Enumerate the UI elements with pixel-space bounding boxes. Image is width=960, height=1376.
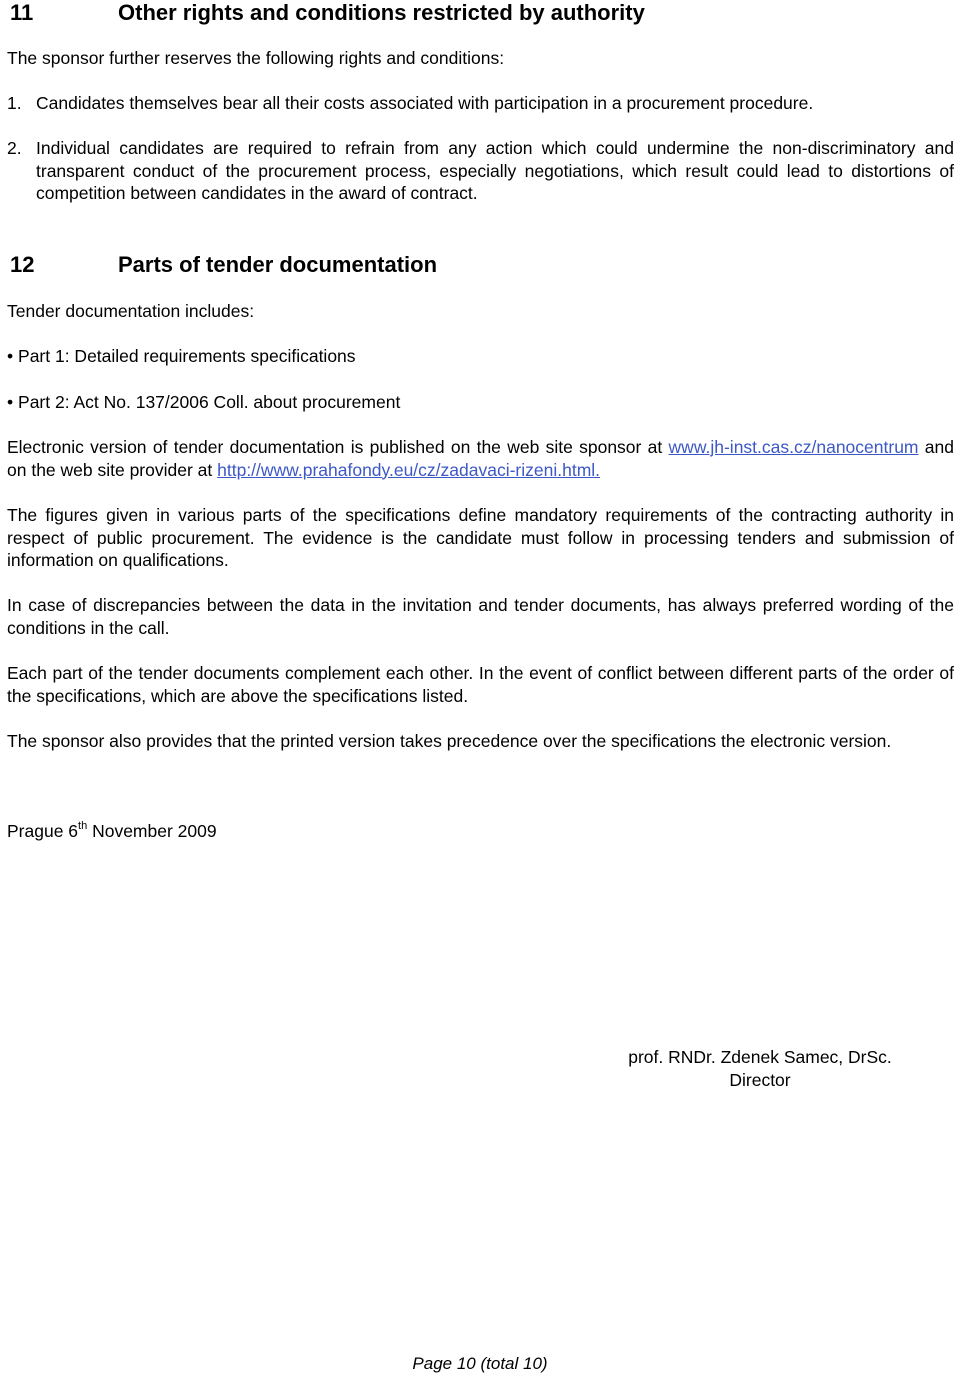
list-item-text: Individual candidates are required to refrain from any action which could undermine the non-discriminatory and transparent conduct of the procurement process, especially negotiations, which result could lead to distortions of competition between candidates in the award of contract. (36, 138, 954, 203)
bullet-text: Part 1: Detailed requirements specifications (18, 346, 356, 366)
complement-paragraph: Each part of the tender documents complement each other. In the event of conflict between different parts of the order of the specifications, which are above the specifications listed. (7, 663, 954, 706)
bullet-marker: • (7, 392, 14, 412)
signature-name: prof. RNDr. Zdenek Samec, DrSc. (628, 1047, 892, 1067)
section-12-title: Parts of tender documentation (118, 252, 438, 277)
document-date (7, 820, 217, 843)
bullet-item-part-2 (7, 391, 400, 414)
list-item-2 (7, 137, 954, 205)
page-footer: Page 10 (total 10) (412, 1354, 548, 1373)
electronic-text-1: Electronic version of tender documentation is published on the web site sponsor at (7, 437, 669, 457)
list-item-number: 1. (7, 93, 22, 113)
signature-role: Director (729, 1070, 791, 1090)
date-prefix: Prague 6 (7, 821, 79, 841)
electronic-text-2: and on the web site provider at (7, 437, 955, 480)
bullet-item-part-1 (7, 345, 356, 368)
figures-paragraph: The figures given in various parts of the specifications define mandatory requirements of the contracting authority in respect of public procurement. The evidence is the candidate must follow in processing tenders and submission of information on qualifications. (7, 505, 954, 570)
discrepancies-paragraph: In case of discrepancies between the data in the invitation and tender documents, has always preferred wording of the conditions in the call. (7, 595, 954, 638)
section-12-number: 12 (10, 252, 35, 277)
printed-version-paragraph: The sponsor also provides that the printed version takes precedence over the specifications the electronic version. (7, 731, 892, 751)
bullet-text: Part 2: Act No. 137/2006 Coll. about procurement (18, 392, 401, 412)
section-11-title: Other rights and conditions restricted by authority (118, 0, 645, 25)
section-11-number: 11 (10, 0, 34, 25)
list-item-1 (7, 92, 954, 115)
provider-website-link[interactable]: http://www.prahafondy.eu/cz/zadavaci-rizeni.html. (217, 459, 601, 480)
sponsor-website-link[interactable]: www.jh-inst.cas.cz/nanocentrum (668, 437, 919, 457)
date-ordinal: th (78, 820, 88, 832)
list-item-number: 2. (7, 138, 22, 158)
list-item-text: Candidates themselves bear all their costs associated with participation in a procurement procedure. (36, 93, 814, 113)
electronic-version-paragraph (7, 436, 954, 481)
section-11-intro: The sponsor further reserves the following rights and conditions: (7, 48, 505, 68)
section-12-intro: Tender documentation includes: (7, 301, 255, 321)
bullet-marker: • (7, 346, 14, 366)
date-suffix: November 2009 (87, 821, 217, 841)
